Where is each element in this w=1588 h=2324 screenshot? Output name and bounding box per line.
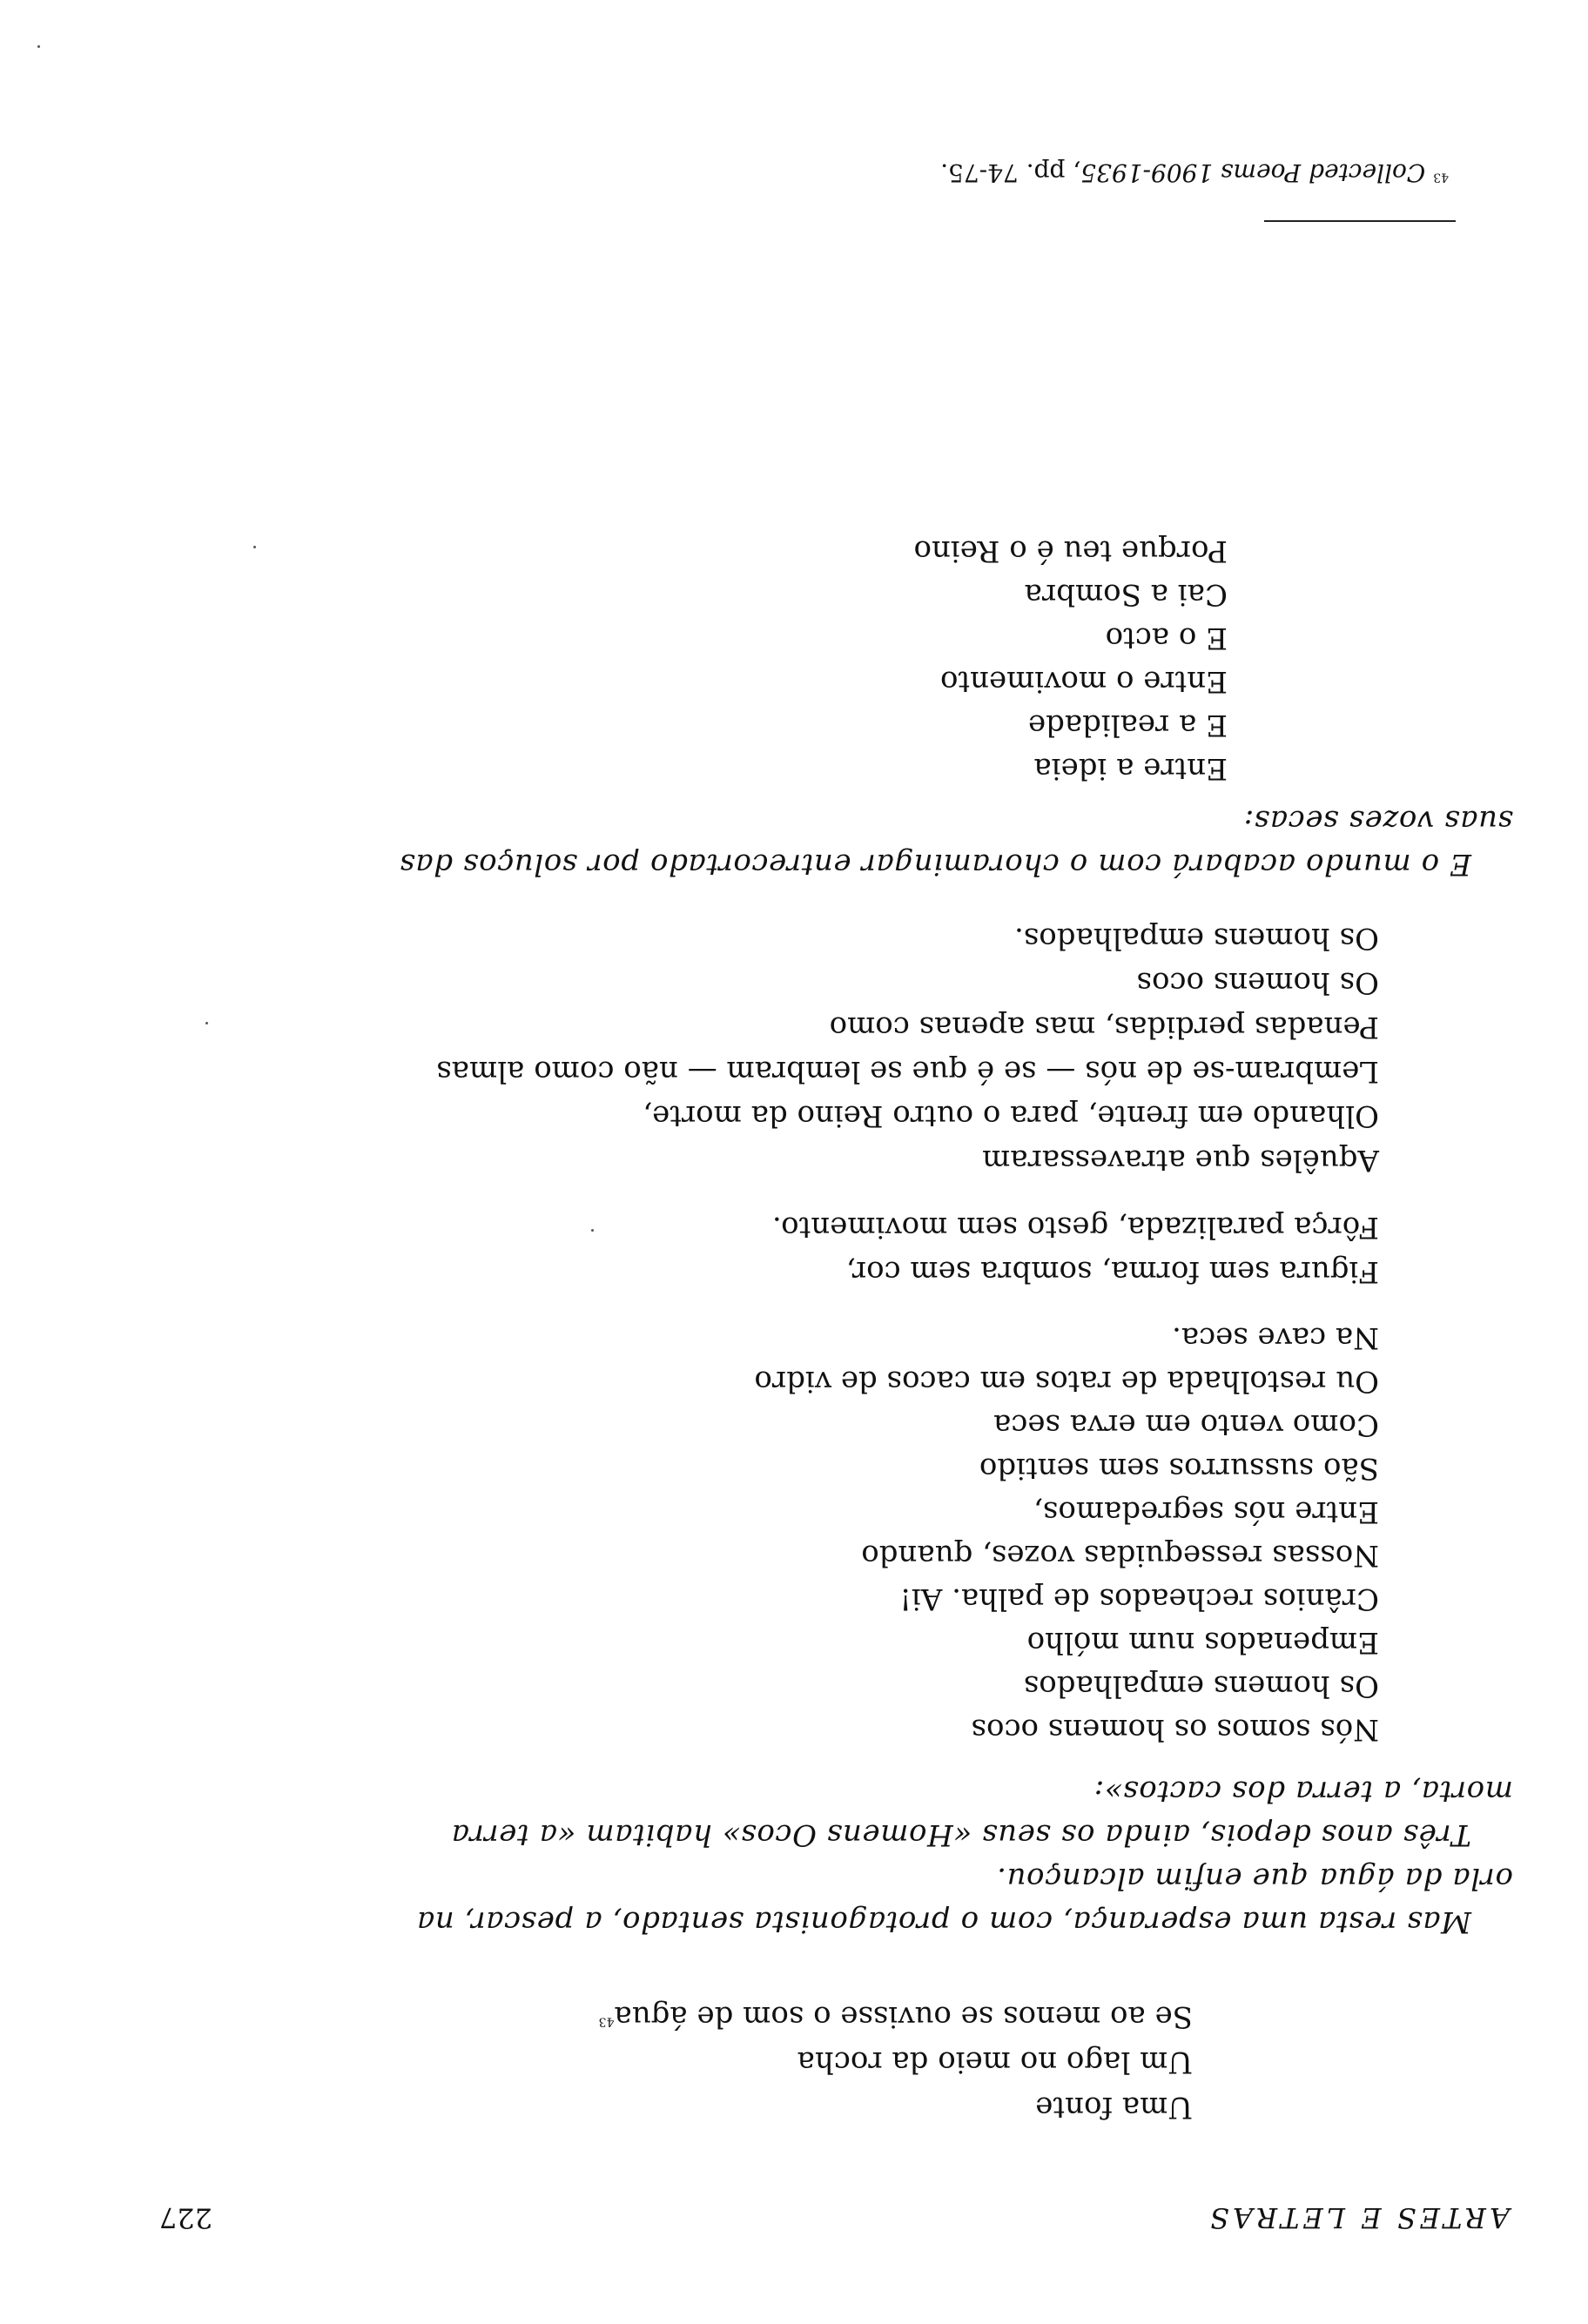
prose-line: orla da água que enfim alcançou. [996,1861,1513,1896]
verse-line: Aquêles que atravessaram [982,1143,1379,1178]
verse-line: Uma fonte [1035,2090,1193,2125]
verse-line: Nós somos os homens ocos [971,1712,1379,1747]
verse-line: Os homens empalhados. [1014,921,1379,956]
page-number: 227 [158,2201,212,2234]
verse-line: Nossas ressequidas vozes, quando [861,1538,1379,1573]
paper-speck [37,45,40,48]
prose-line: E o mundo acabará com o choramingar entrecortado por soluços das [399,847,1471,882]
footnote-number: 43 [1433,170,1449,185]
verse-line: Os homens ocos [1136,965,1379,1000]
footnote [940,160,1449,185]
verse-line: E o acto [1105,621,1228,655]
verse-line: Fôrça paralizada, gesto sem movimento. [772,1210,1379,1245]
verse-line: E a realidade [1027,708,1228,742]
footnote-pages: , pp. 74-75. [940,158,1081,187]
prose-line: Três anos depois, ainda os seus «Homens Ocos» habitam «a terra [451,1817,1471,1852]
verse-line: Lembram-se de nós — se é que se lembram — não como almas [436,1054,1379,1089]
footnote-ref: 43 [598,2014,615,2029]
footnote-work-title: Collected Poems 1909-1935 [1080,158,1426,187]
verse-text: Se ao menos se ouvisse o som de água [614,1999,1193,2034]
verse-line: Porque teu é o Reino [913,534,1228,568]
verse-line: Como vento em erva seca [993,1407,1379,1442]
verse-line: Entre a ideia [1033,751,1228,786]
prose-line: suas vozes secas: [1243,803,1513,838]
verse-line: Um lago no meio da rocha [797,2045,1193,2079]
verse-line [598,1999,1193,2034]
verse-line: Os homens empalhados [1023,1669,1379,1703]
paper-speck [591,1229,594,1232]
verse-line: Ou restolhada de ratos em cacos de vidro [754,1364,1379,1399]
verse-line: Entre nós segredamos, [1033,1494,1379,1529]
running-title: ARTES E LETRAS [1206,2201,1510,2234]
verse-line: Na cave seca. [1172,1320,1379,1355]
prose-line: morta, a terra dos cactos»: [1093,1774,1513,1809]
verse-line: Figura sem forma, sombra sem cor, [845,1254,1379,1289]
verse-line: Empenados num mólho [1026,1625,1379,1660]
footnote-separator [1264,220,1456,222]
verse-line: Olhando em frente, para o outro Reino da morte, [643,1098,1379,1133]
paper-speck [205,1022,208,1024]
paper-speck [253,546,256,548]
verse-line: São sussurros sem sentido [979,1451,1379,1486]
verse-line: Entre o movimento [939,664,1228,699]
verse-line: Crânios recheados de palha. Ai! [899,1582,1379,1616]
verse-line: Cai a Sombra [1024,577,1228,612]
verse-line: Penadas perdidas, mas apenas como [829,1010,1379,1044]
prose-line: Mas resta uma esperança, com o protagonista sentado, a pescar, na [416,1904,1471,1939]
